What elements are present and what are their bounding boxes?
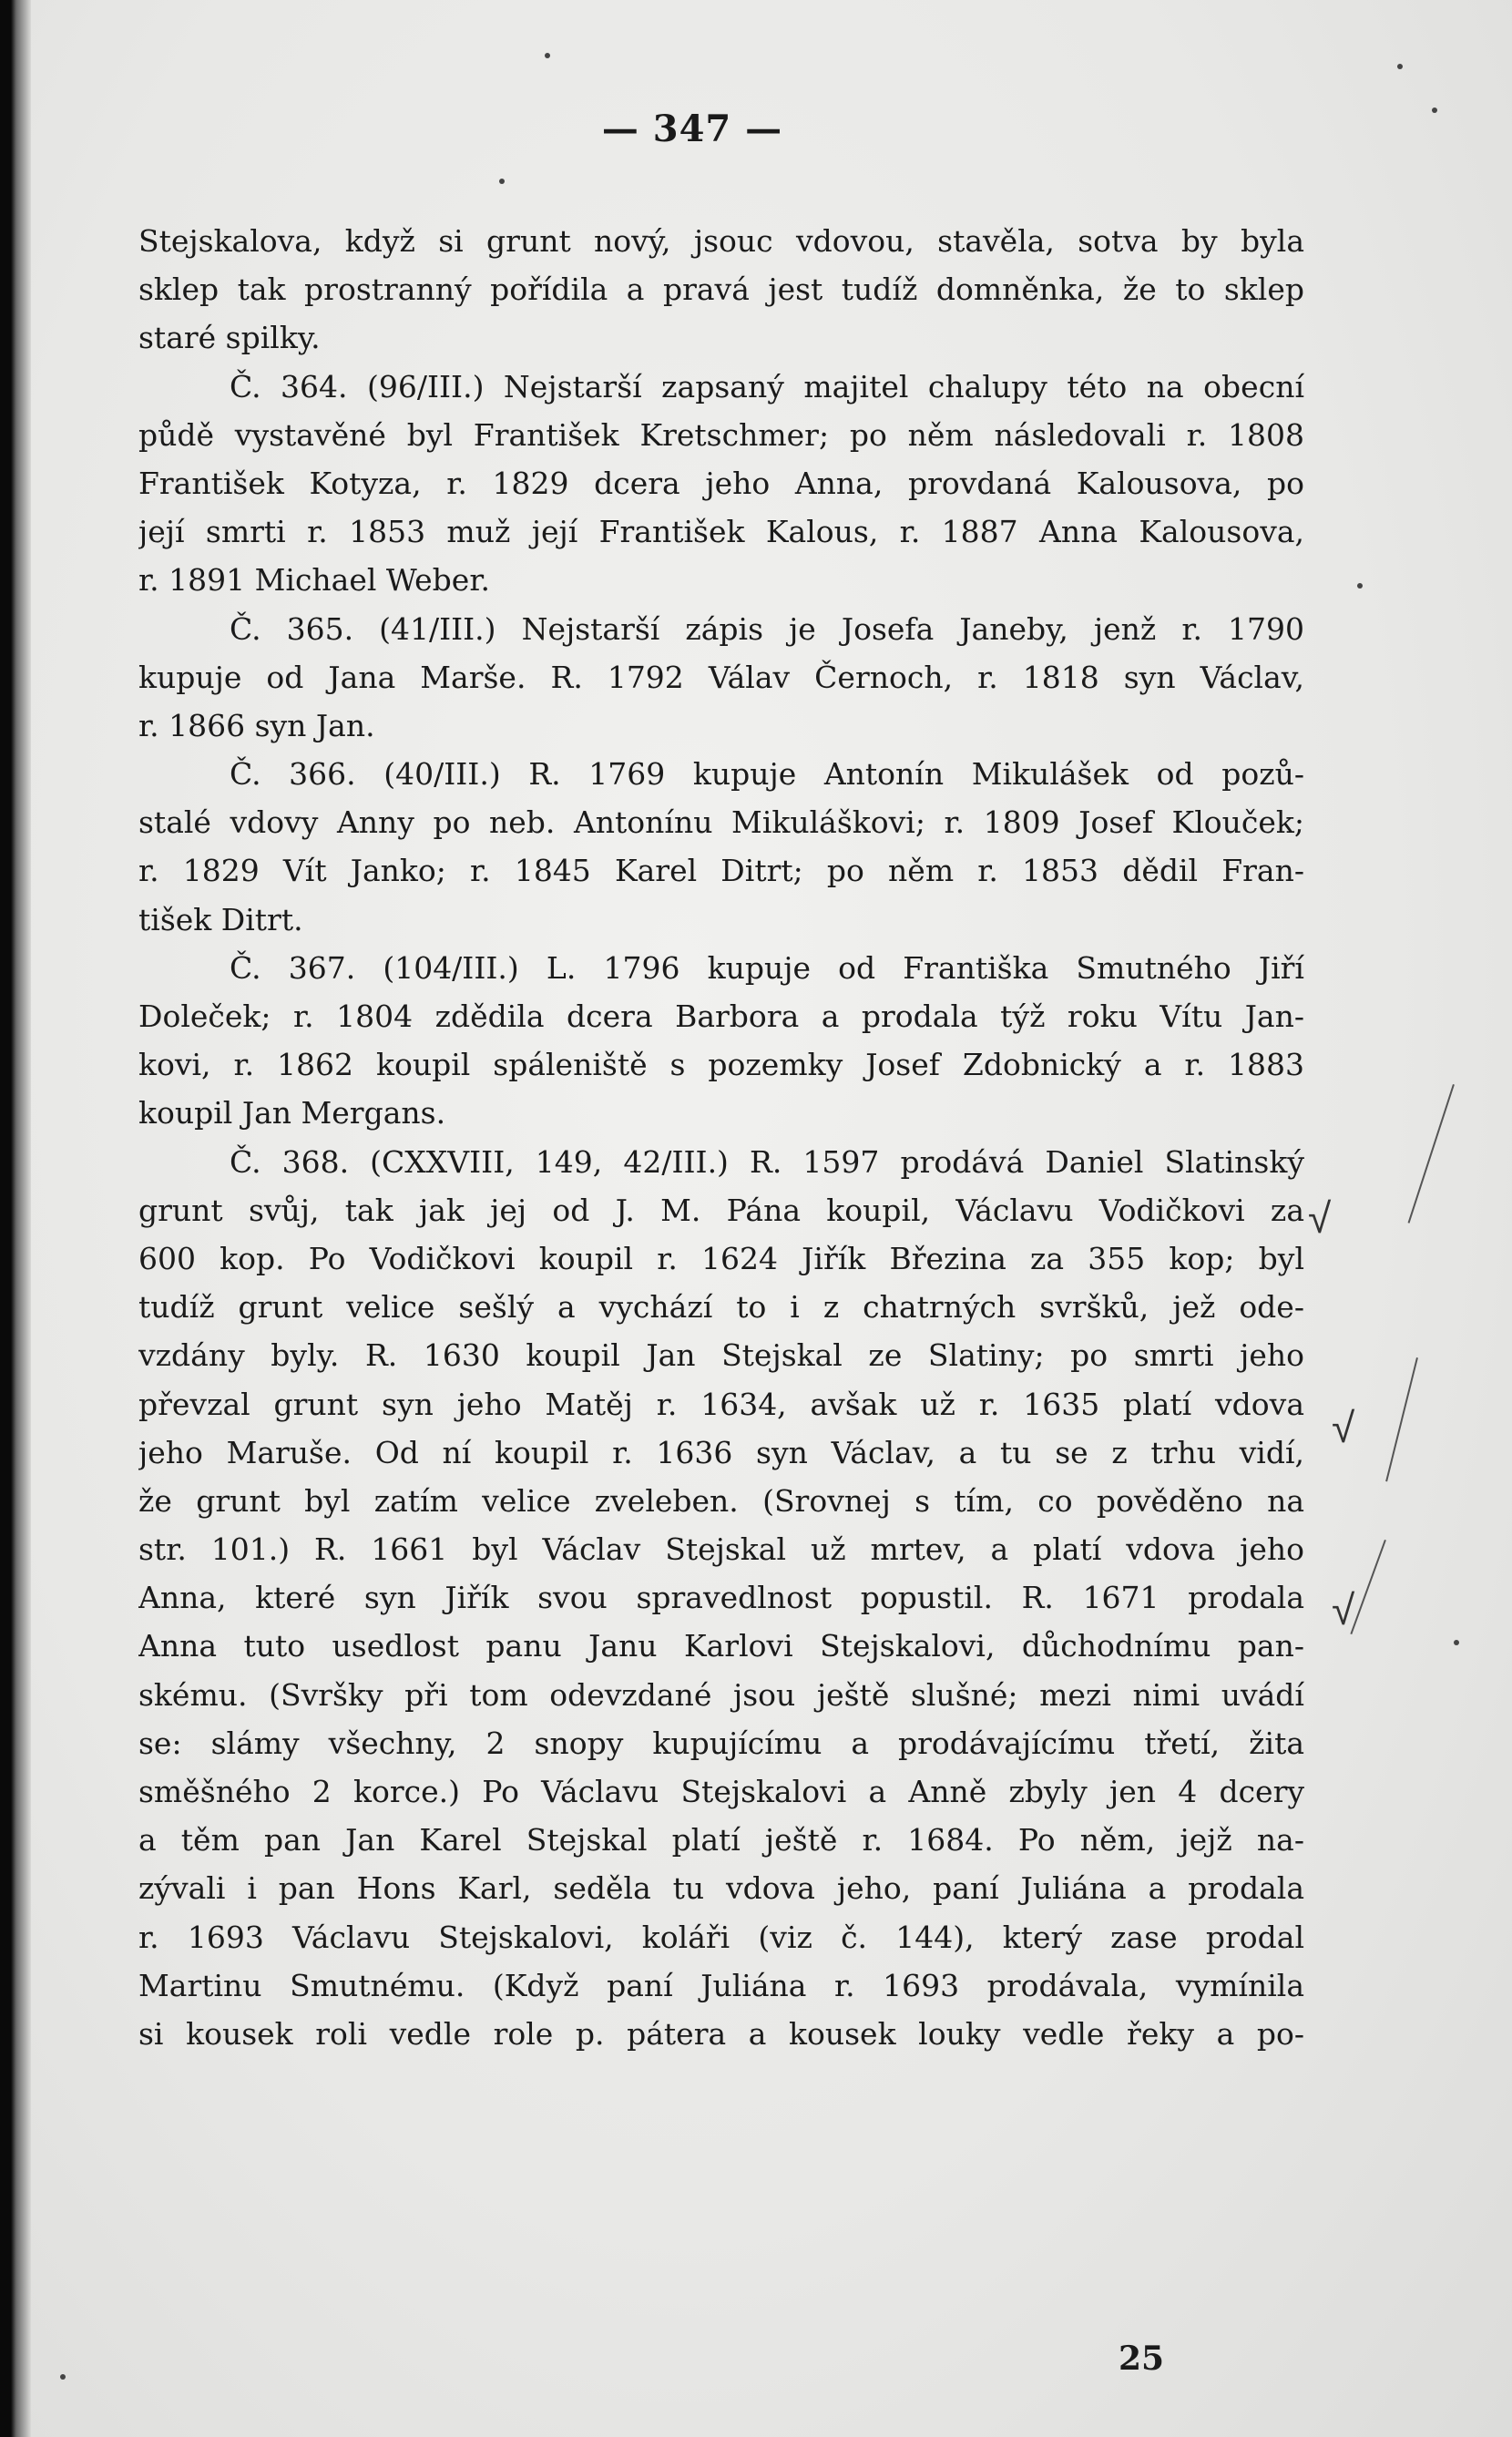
paragraph-start-365: Č. 365. (41/III.) Nejstarší zápis je Josefa Janeby, jenž r. 1790: [230, 610, 1304, 647]
text-body: [138, 217, 1304, 2058]
page-number: — 347 —: [601, 108, 783, 150]
paper-speck: [1357, 583, 1363, 589]
margin-check-mark: √: [1332, 1403, 1355, 1452]
paragraph-start-366: Č. 366. (40/III.) R. 1769 kupuje Antonín Mikulášek od pozů-: [230, 756, 1304, 793]
paragraph-start-368: Č. 368. (CXXVIII, 149, 42/III.) R. 1597 prodává Daniel Slatinský: [230, 1143, 1304, 1180]
text-line: r. 1891 Michael Weber.: [138, 562, 490, 599]
text-line: půdě vystavěné byl František Kretschmer; po něm následovali r. 1808: [138, 416, 1304, 453]
text-line: si kousek roli vedle role p. pátera a kousek louky vedle řeky a po-: [138, 2015, 1304, 2052]
text-line: a těm pan Jan Karel Stejskal platí ještě r. 1684. Po něm, jejž na-: [138, 1822, 1304, 1858]
text-line: že grunt byl zatím velice zveleben. (Srovnej s tím, co pověděno na: [138, 1482, 1304, 1519]
paper-speck: [545, 53, 550, 58]
paper-speck: [1432, 108, 1437, 113]
paper-speck: [60, 2374, 66, 2380]
text-line: 600 kop. Po Vodičkovi koupil r. 1624 Jiřík Březina za 355 kop; byl: [138, 1240, 1304, 1276]
text-line: sklep tak prostranný pořídila a pravá jest tudíž domněnka, že to sklep: [138, 271, 1304, 308]
text-line: Anna tuto usedlost panu Janu Karlovi Stejskalovi, důchodnímu pan-: [138, 1628, 1304, 1664]
paper-speck: [1454, 1640, 1459, 1645]
pencil-stroke: [1350, 1540, 1386, 1634]
text-line: Doleček; r. 1804 zdědila dcera Barbora a prodala týž roku Vítu Jan-: [138, 998, 1304, 1034]
text-line: jeho Maruše. Od ní koupil r. 1636 syn Václav, a tu se z trhu vidí,: [138, 1434, 1304, 1470]
text-line: str. 101.) R. 1661 byl Václav Stejskal už mrtev, a platí vdova jeho: [138, 1531, 1304, 1568]
text-line: stalé vdovy Anny po neb. Antonínu Mikuláškovi; r. 1809 Josef Klouček;: [138, 804, 1304, 841]
paragraph-start-364: Č. 364. (96/III.) Nejstarší zapsaný majitel chalupy této na obecní: [230, 368, 1304, 404]
paragraph-start-367: Č. 367. (104/III.) L. 1796 kupuje od Františka Smutného Jiří: [230, 949, 1304, 986]
page-gutter-shadow: [0, 0, 31, 2437]
paper-speck: [499, 179, 505, 184]
text-line: r. 1829 Vít Janko; r. 1845 Karel Ditrt; po něm r. 1853 dědil Fran-: [138, 853, 1304, 889]
margin-check-mark: √: [1308, 1193, 1332, 1243]
text-line: Stejskalova, když si grunt nový, jsouc vdovou, stavěla, sotva by byla: [138, 223, 1304, 259]
text-line: převzal grunt syn jeho Matěj r. 1634, avšak už r. 1635 platí vdova: [138, 1386, 1304, 1422]
text-line: kupuje od Jana Marše. R. 1792 Válav Černoch, r. 1818 syn Václav,: [138, 659, 1304, 695]
printer-signature-mark: 25: [1119, 2340, 1165, 2378]
text-line: směšného 2 korce.) Po Václavu Stejskalovi a Anně zbyly jen 4 dcery: [138, 1774, 1304, 1809]
text-line: Anna, které syn Jiřík svou spravedlnost popustil. R. 1671 prodala: [138, 1580, 1304, 1616]
text-line: skému. (Svršky při tom odevzdané jsou ještě slušné; mezi nimi uvádí: [138, 1676, 1304, 1713]
text-line: koupil Jan Mergans.: [138, 1095, 446, 1131]
text-line: staré spilky.: [138, 320, 321, 356]
text-line: Martinu Smutnému. (Když paní Juliána r. 1693 prodávala, vymínila: [138, 1967, 1304, 2003]
text-line: František Kotyza, r. 1829 dcera jeho Anna, provdaná Kalousova, po: [138, 465, 1304, 501]
margin-check-mark: √: [1332, 1585, 1355, 1634]
text-line: kovi, r. 1862 koupil spáleniště s pozemky Josef Zdobnický a r. 1883: [138, 1047, 1304, 1083]
text-line: se: slámy všechny, 2 snopy kupujícímu a prodávajícímu třetí, žita: [138, 1725, 1304, 1761]
text-line: vzdány byly. R. 1630 koupil Jan Stejskal ze Slatiny; po smrti jeho: [138, 1337, 1304, 1374]
paper-speck: [1397, 64, 1403, 69]
text-line: zývali i pan Hons Karl, seděla tu vdova jeho, paní Juliána a prodala: [138, 1870, 1304, 1907]
text-line: r. 1866 syn Jan.: [138, 707, 375, 743]
text-line: r. 1693 Václavu Stejskalovi, koláři (viz č. 144), který zase prodal: [138, 1919, 1304, 1955]
text-line: tišek Ditrt.: [138, 901, 303, 937]
pencil-stroke: [1385, 1357, 1418, 1481]
text-line: grunt svůj, tak jak jej od J. M. Pána koupil, Václavu Vodičkovi za: [138, 1192, 1304, 1228]
text-line: její smrti r. 1853 muž její František Kalous, r. 1887 Anna Kalousova,: [138, 514, 1304, 550]
text-line: tudíž grunt velice sešlý a vychází to i z chatrných svršků, jež ode-: [138, 1289, 1304, 1326]
pencil-stroke: [1408, 1084, 1455, 1224]
